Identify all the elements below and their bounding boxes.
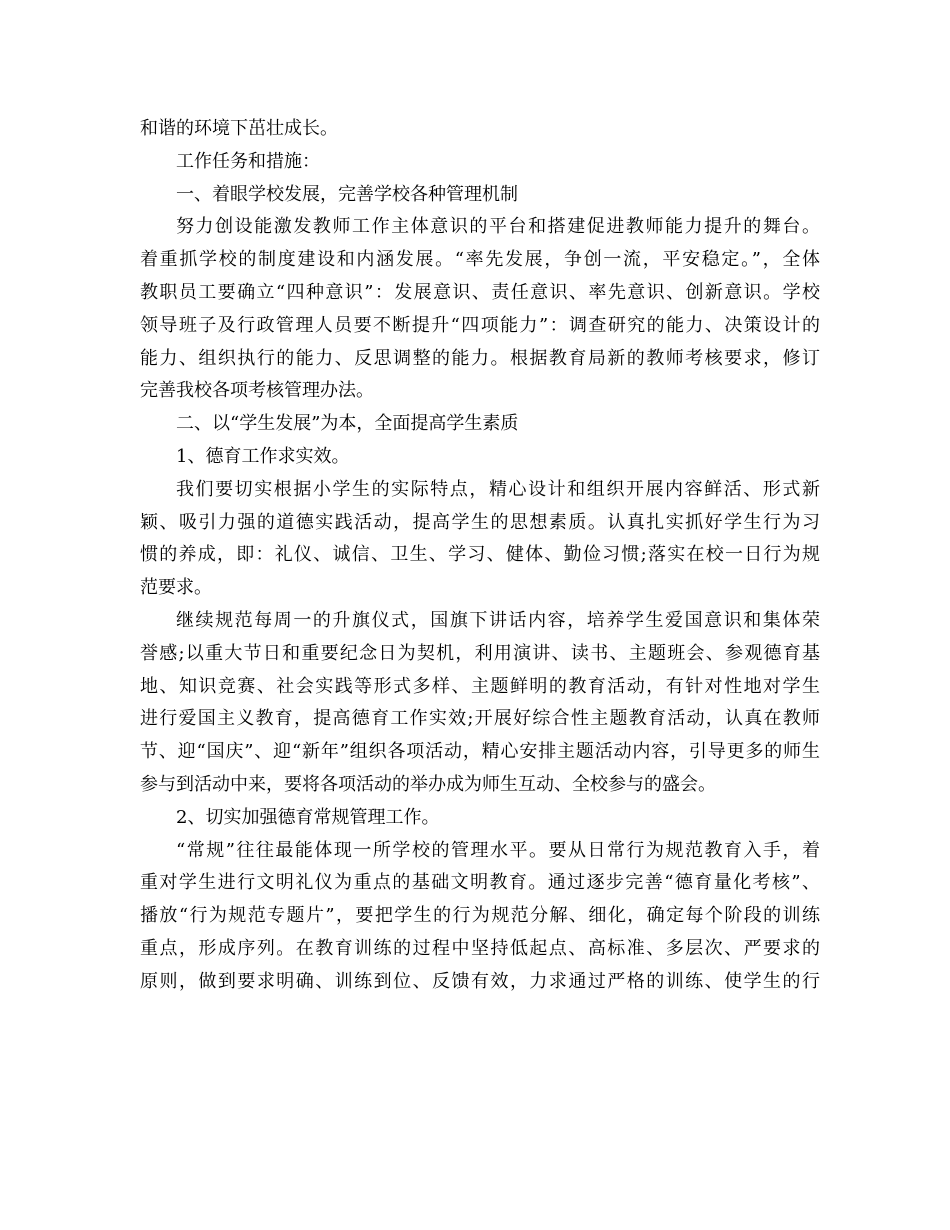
text-line: 地、知识竞赛、社会实践等形式多样、主题鲜明的教育活动，有针对性地对学生 (140, 675, 820, 697)
section-heading: 工作任务和措施： (176, 150, 320, 172)
text-line: 范要求。 (140, 577, 212, 599)
text-line: 和谐的环境下茁壮成长。 (140, 118, 338, 139)
text-line: 颖、吸引力强的道德实践活动，提高学生的思想素质。认真扎实抓好学生行为习 (140, 511, 820, 533)
text-line: 重对学生进行文明礼仪为重点的基础文明教育。通过逐步完善“德育量化考核”、 (140, 872, 820, 894)
text-line: 教职员工要确立“四种意识”：发展意识、责任意识、率先意识、创新意识。学校 (140, 281, 820, 303)
body-text (140, 113, 820, 999)
text-line: 播放“行为规范专题片”，要把学生的行为规范分解、细化，确定每个阶段的训练 (140, 905, 820, 927)
section-heading: 二、以“学生发展”为本，全面提高学生素质 (176, 413, 519, 435)
text-line: 惯的养成，即：礼仪、诚信、卫生、学习、健体、勤俭习惯;落实在校一日行为规 (140, 544, 820, 566)
text-line: 参与到活动中来，要将各项活动的举办成为师生互动、全校参与的盛会。 (140, 773, 716, 795)
text-line: 我们要切实根据小学生的实际特点，精心设计和组织开展内容鲜活、形式新 (176, 478, 820, 500)
text-line: 完善我校各项考核管理办法。 (140, 380, 374, 402)
section-heading: 一、着眼学校发展，完善学校各种管理机制 (176, 183, 518, 205)
text-line: 进行爱国主义教育，提高德育工作实效;开展好综合性主题教育活动，认真在教师 (140, 708, 820, 730)
subsection-heading: 1、德育工作求实效。 (176, 445, 350, 467)
subsection-heading: 2、切实加强德育常规管理工作。 (176, 806, 440, 828)
text-line: 能力、组织执行的能力、反思调整的能力。根据教育局新的教师考核要求，修订 (140, 347, 820, 369)
text-line: 重点，形成序列。在教育训练的过程中坚持低起点、高标准、多层次、严要求的 (140, 937, 820, 959)
text-line: 努力创设能激发教师工作主体意识的平台和搭建促进教师能力提升的舞台。 (176, 216, 820, 238)
text-line: 节、迎“国庆”、迎“新年”组织各项活动，精心安排主题活动内容，引导更多的师生 (140, 741, 820, 763)
text-line: 着重抓学校的制度建设和内涵发展。“率先发展，争创一流，平安稳定。”，全体 (140, 249, 820, 271)
text-line: 誉感;以重大节日和重要纪念日为契机，利用演讲、读书、主题班会、参观德育基 (140, 642, 820, 664)
text-line: “常规”往往最能体现一所学校的管理水平。要从日常行为规范教育入手，着 (176, 839, 820, 861)
text-line: 原则，做到要求明确、训练到位、反馈有效，力求通过严格的训练、使学生的行 (140, 970, 820, 992)
text-line: 继续规范每周一的升旗仪式，国旗下讲话内容，培养学生爱国意识和集体荣 (176, 609, 820, 631)
text-line: 领导班子及行政管理人员要不断提升“四项能力”：调查研究的能力、决策设计的 (140, 314, 820, 336)
